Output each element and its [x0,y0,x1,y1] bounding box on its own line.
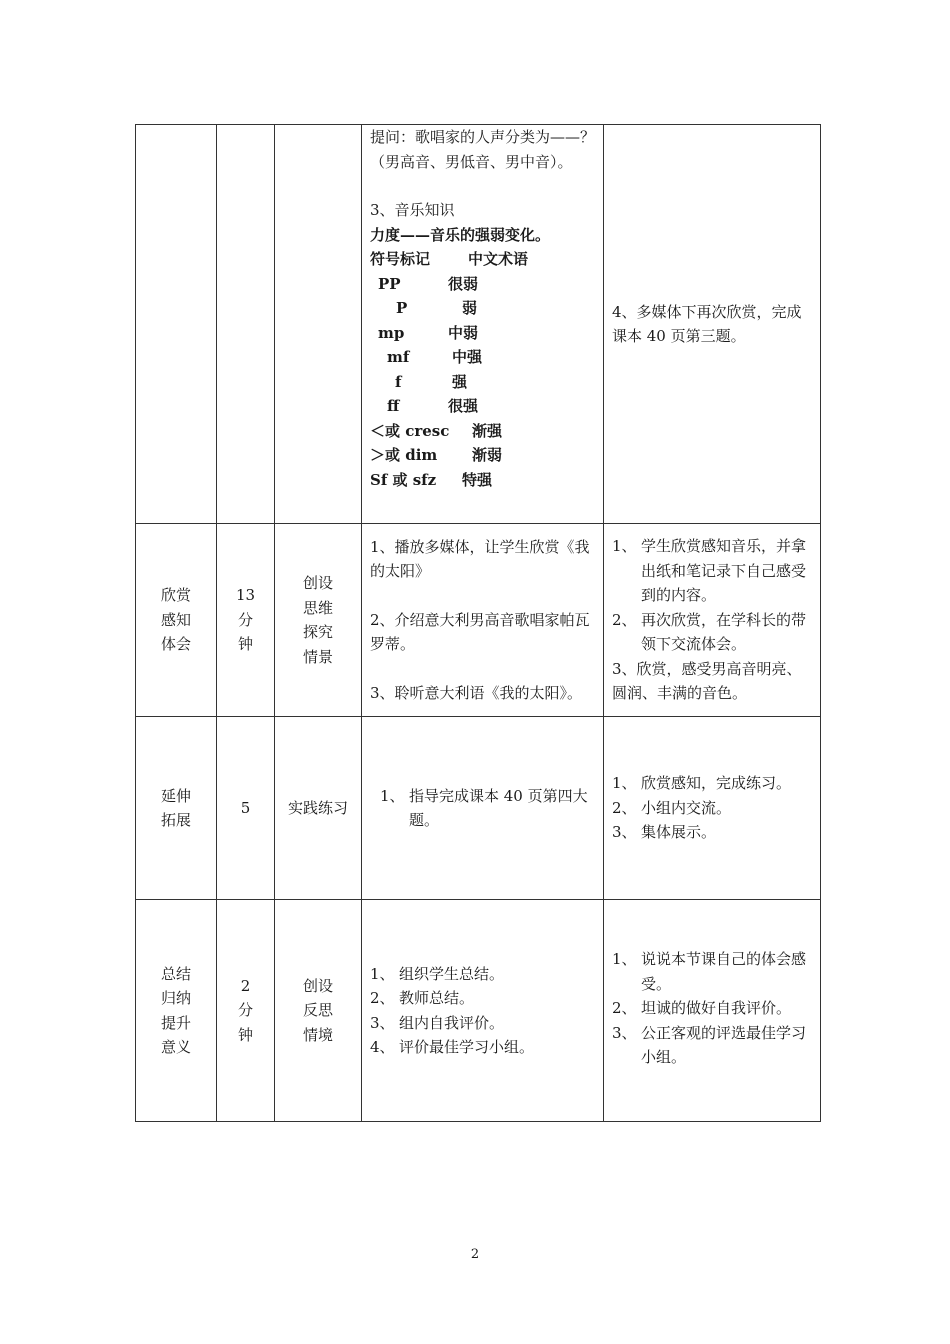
time-line: 分 [237,1001,253,1020]
list-item [612,796,812,821]
question-text: 提问：歌唱家的人声分类为——？（男高音、男低音、男中音）。 [370,128,596,171]
item-text: 指导完成课本 40 页第四大题。 [409,786,588,829]
teacher-step: 2、介绍意大利男高音歌唱家帕瓦罗蒂。 [370,610,590,654]
method-line: 实践练习 [287,798,348,817]
list-item [612,996,812,1021]
method-line: 反思 [302,1001,333,1020]
item-number: 1、 [370,964,395,983]
symbol-header: 符号标记 [370,250,431,268]
stage-line: 拓展 [160,811,191,829]
student-activity-cell [604,717,821,900]
item-text: 坦诚的做好自我评价。 [641,999,792,1017]
dynamics-symbol: ff [387,397,400,415]
method-cell [275,717,362,900]
item-number: 4、 [370,1038,395,1056]
time-cell [217,900,275,1122]
teacher-activity-cell [362,717,604,900]
time-line: 钟 [237,635,253,654]
teacher-activity-cell [362,125,604,524]
dynamics-term: 强 [452,372,468,391]
dynamics-term: 渐弱 [472,446,503,464]
dynamics-row [370,345,595,370]
item-text: 组内自我评价。 [399,1013,505,1032]
dynamics-term: 很弱 [448,274,479,293]
stage-line: 总结 [160,964,191,983]
dynamics-symbol: ＜或 cresc [370,421,450,440]
dynamics-symbol: ＞或 dim [370,446,438,464]
item-number: 1、 [612,537,637,556]
student-activity-cell [604,524,821,717]
item-number: 2、 [612,610,637,629]
stage-line: 提升 [160,1013,191,1032]
dynamics-symbol: Sf 或 sfz [370,470,437,489]
dynamics-symbol: f [395,372,402,391]
time-line: 分 [237,610,253,629]
dynamics-row [370,321,595,346]
stage-line: 欣赏 [160,586,191,605]
table-row [136,900,821,1122]
table-row [136,125,821,524]
time-cell [217,717,275,900]
item-text: 说说本节课自己的体会感受。 [641,950,807,993]
time-line: 2 [240,976,251,995]
dynamics-symbol: mp [378,323,405,342]
dynamics-row [370,370,595,395]
stage-line: 意义 [160,1038,191,1056]
time-cell [217,524,275,717]
item-text: 欣赏感知，完成练习。 [641,774,792,793]
dynamics-title: 力度——音乐的强弱变化。 [370,225,551,244]
list-item [370,962,595,987]
time-line: 13 [235,586,256,605]
term-header: 中文术语 [468,250,529,268]
dynamics-row [370,296,595,321]
item-number: 2、 [370,989,395,1007]
item-number: 1、 [612,774,637,793]
item-text: 教师总结。 [399,989,475,1007]
page-number: 2 [470,1247,480,1262]
dynamics-term: 弱 [462,299,478,317]
method-line: 创设 [302,574,333,592]
list-item [370,1011,595,1036]
dynamics-row [370,443,595,468]
dynamics-term: 中弱 [448,323,479,342]
lesson-plan-table [135,124,821,1122]
dynamics-term: 特强 [462,470,493,489]
item-text: 学生欣赏感知音乐，并拿出纸和笔记录下自己感受到的内容。 [641,537,807,605]
dynamics-term: 中强 [452,348,483,366]
table-row [136,717,821,900]
list-item [370,986,595,1011]
item-text: 组织学生总结。 [399,964,505,983]
student-activity-cell [604,125,821,524]
student-activity-cell [604,900,821,1122]
stage-cell [136,717,217,900]
teacher-step: 1、播放多媒体，让学生欣赏《我的太阳》 [370,537,590,581]
method-line: 创设 [302,976,333,995]
stage-cell [136,125,217,524]
list-item [612,534,812,608]
dynamics-symbol: PP [378,274,401,293]
method-cell [275,524,362,717]
dynamics-symbol: P [396,299,408,317]
item-text: 再次欣赏，在学科长的带领下交流体会。 [641,610,807,654]
dynamics-term: 渐强 [472,421,503,440]
stage-cell [136,524,217,717]
item-number: 3、 [612,1023,637,1042]
time-line: 5 [240,798,251,817]
time-line: 钟 [237,1025,253,1044]
item-number: 2、 [612,798,637,817]
dynamics-term: 很强 [448,397,479,415]
table-row [136,524,821,717]
list-item: 3、欣赏，感受男高音明亮、圆润、丰满的音色。 [612,659,802,703]
item-text: 评价最佳学习小组。 [399,1038,535,1056]
stage-line: 体会 [160,635,191,654]
list-item [380,784,595,833]
method-line: 情境 [302,1025,333,1044]
list-item [612,1021,812,1070]
teacher-step: 3、聆听意大利语《我的太阳》。 [370,683,583,702]
dynamics-row [370,272,595,297]
dynamics-row [370,468,595,493]
item-number: 3、 [612,823,637,842]
method-line: 探究 [302,623,333,641]
stage-cell [136,900,217,1122]
teacher-activity-cell [362,524,604,717]
item-number: 1、 [380,786,405,805]
list-item [612,820,812,845]
teacher-activity-cell [362,900,604,1122]
dynamics-symbol: mf [387,348,410,366]
time-cell [217,125,275,524]
item-text: 公正客观的评选最佳学习小组。 [641,1023,807,1066]
stage-line: 归纳 [160,989,191,1007]
item-text: 集体展示。 [641,823,717,842]
dynamics-header [370,247,595,272]
list-item [370,1035,595,1060]
student-text: 4、多媒体下再次欣赏，完成课本 40 页第三题。 [612,302,802,345]
item-number: 3、 [370,1013,395,1032]
item-number: 1、 [612,950,637,968]
list-item [612,608,812,657]
knowledge-title: 3、音乐知识 [370,201,455,219]
method-line: 思维 [302,598,333,617]
method-cell [275,900,362,1122]
dynamics-row [370,419,595,444]
method-cell [275,125,362,524]
list-item [612,771,812,796]
dynamics-row [370,394,595,419]
stage-line: 延伸 [160,786,191,805]
list-item [612,947,812,996]
item-text: 小组内交流。 [641,798,732,817]
item-number: 2、 [612,999,637,1017]
method-line: 情景 [302,647,333,666]
stage-line: 感知 [160,610,191,629]
